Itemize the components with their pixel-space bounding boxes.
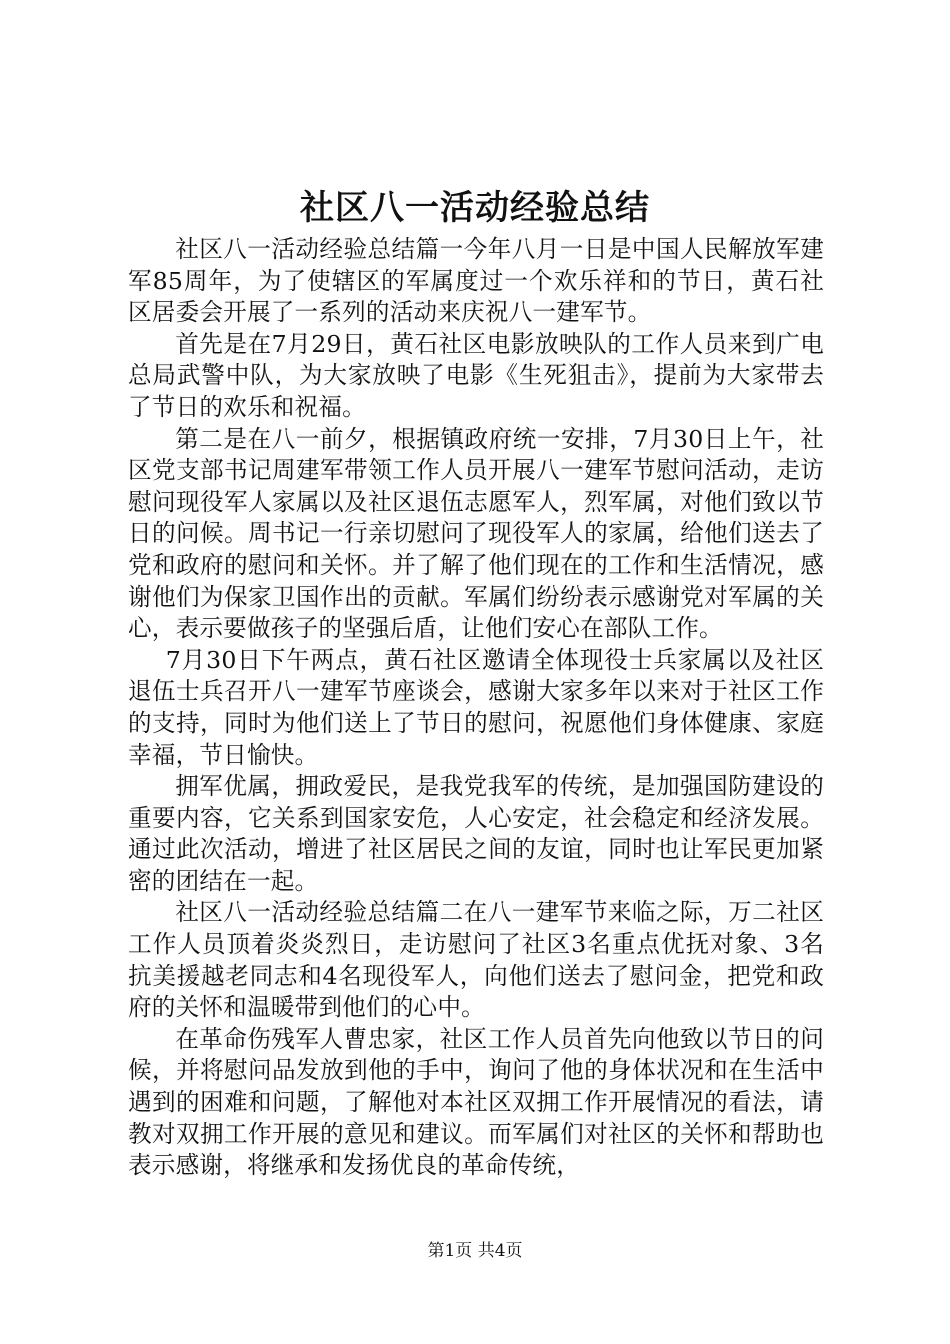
paragraph-7: 在革命伤残军人曹忠家，社区工作人员首先向他致以节日的问候，并将慰问品发放到他的手中，询问了他的身体状况和在生活中遇到的困难和问题，了解他对本社区双拥工作开展情况的看法，请教对双拥工作开展的意见和建议。而军属们对社区的关怀和帮助也表示感谢，将继承和发扬优良的革命传统， — [128, 1024, 824, 1180]
paragraph-5: 拥军优属，拥政爱民，是我党我军的传统，是加强国防建设的重要内容，它关系到国家安危，人心安定，社会稳定和经济发展。通过此次活动，增进了社区居民之间的友谊，同时也让军民更加紧密的团结在一起。 — [128, 772, 824, 895]
paragraph-3: 第二是在八一前夕，根据镇政府统一安排，7月30日上午，社区党支部书记周建军带领工作人员开展八一建军节慰问活动，走访慰问现役军人家属以及社区退伍志愿军人，烈军属，对他们致以节日的问候。周书记一行亲切慰问了现役军人的家属，给他们送去了党和政府的慰问和关怀。并了解了他们现在的工作和生活情况，感谢他们为保家卫国作出的贡献。军属们纷纷表示感谢党对军属的关心，表示要做孩子的坚强后盾，让他们安心在部队工作。 — [128, 424, 824, 643]
document-title: 社区八一活动经验总结 — [300, 188, 650, 228]
paragraph-2: 首先是在7月29日，黄石社区电影放映队的工作人员来到广电总局武警中队，为大家放映了电影《生死狙击》，提前为大家带去了节日的欢乐和祝福。 — [128, 329, 824, 421]
document-body — [128, 234, 824, 1182]
paragraph-1: 社区八一活动经验总结篇一今年八月一日是中国人民解放军建军85周年，为了使辖区的军属度过一个欢乐祥和的节日，黄石社区居委会开展了一系列的活动来庆祝八一建军节。 — [128, 235, 824, 327]
paragraph-6: 社区八一活动经验总结篇二在八一建军节来临之际，万二社区工作人员顶着炎炎烈日，走访慰问了社区3名重点优抚对象、3名抗美援越老同志和4名现役军人，向他们送去了慰问金，把党和政府的关怀和温暖带到他们的心中。 — [128, 898, 824, 1022]
paragraph-4: 7月30日下午两点，黄石社区邀请全体现役士兵家属以及社区退伍士兵召开八一建军节座谈会，感谢大家多年以来对于社区工作的支持，同时为他们送上了节日的慰问，祝愿他们身体健康、家庭幸福，节日愉快。 — [128, 645, 824, 769]
page-number-footer: 第1页 共4页 — [427, 1241, 523, 1261]
